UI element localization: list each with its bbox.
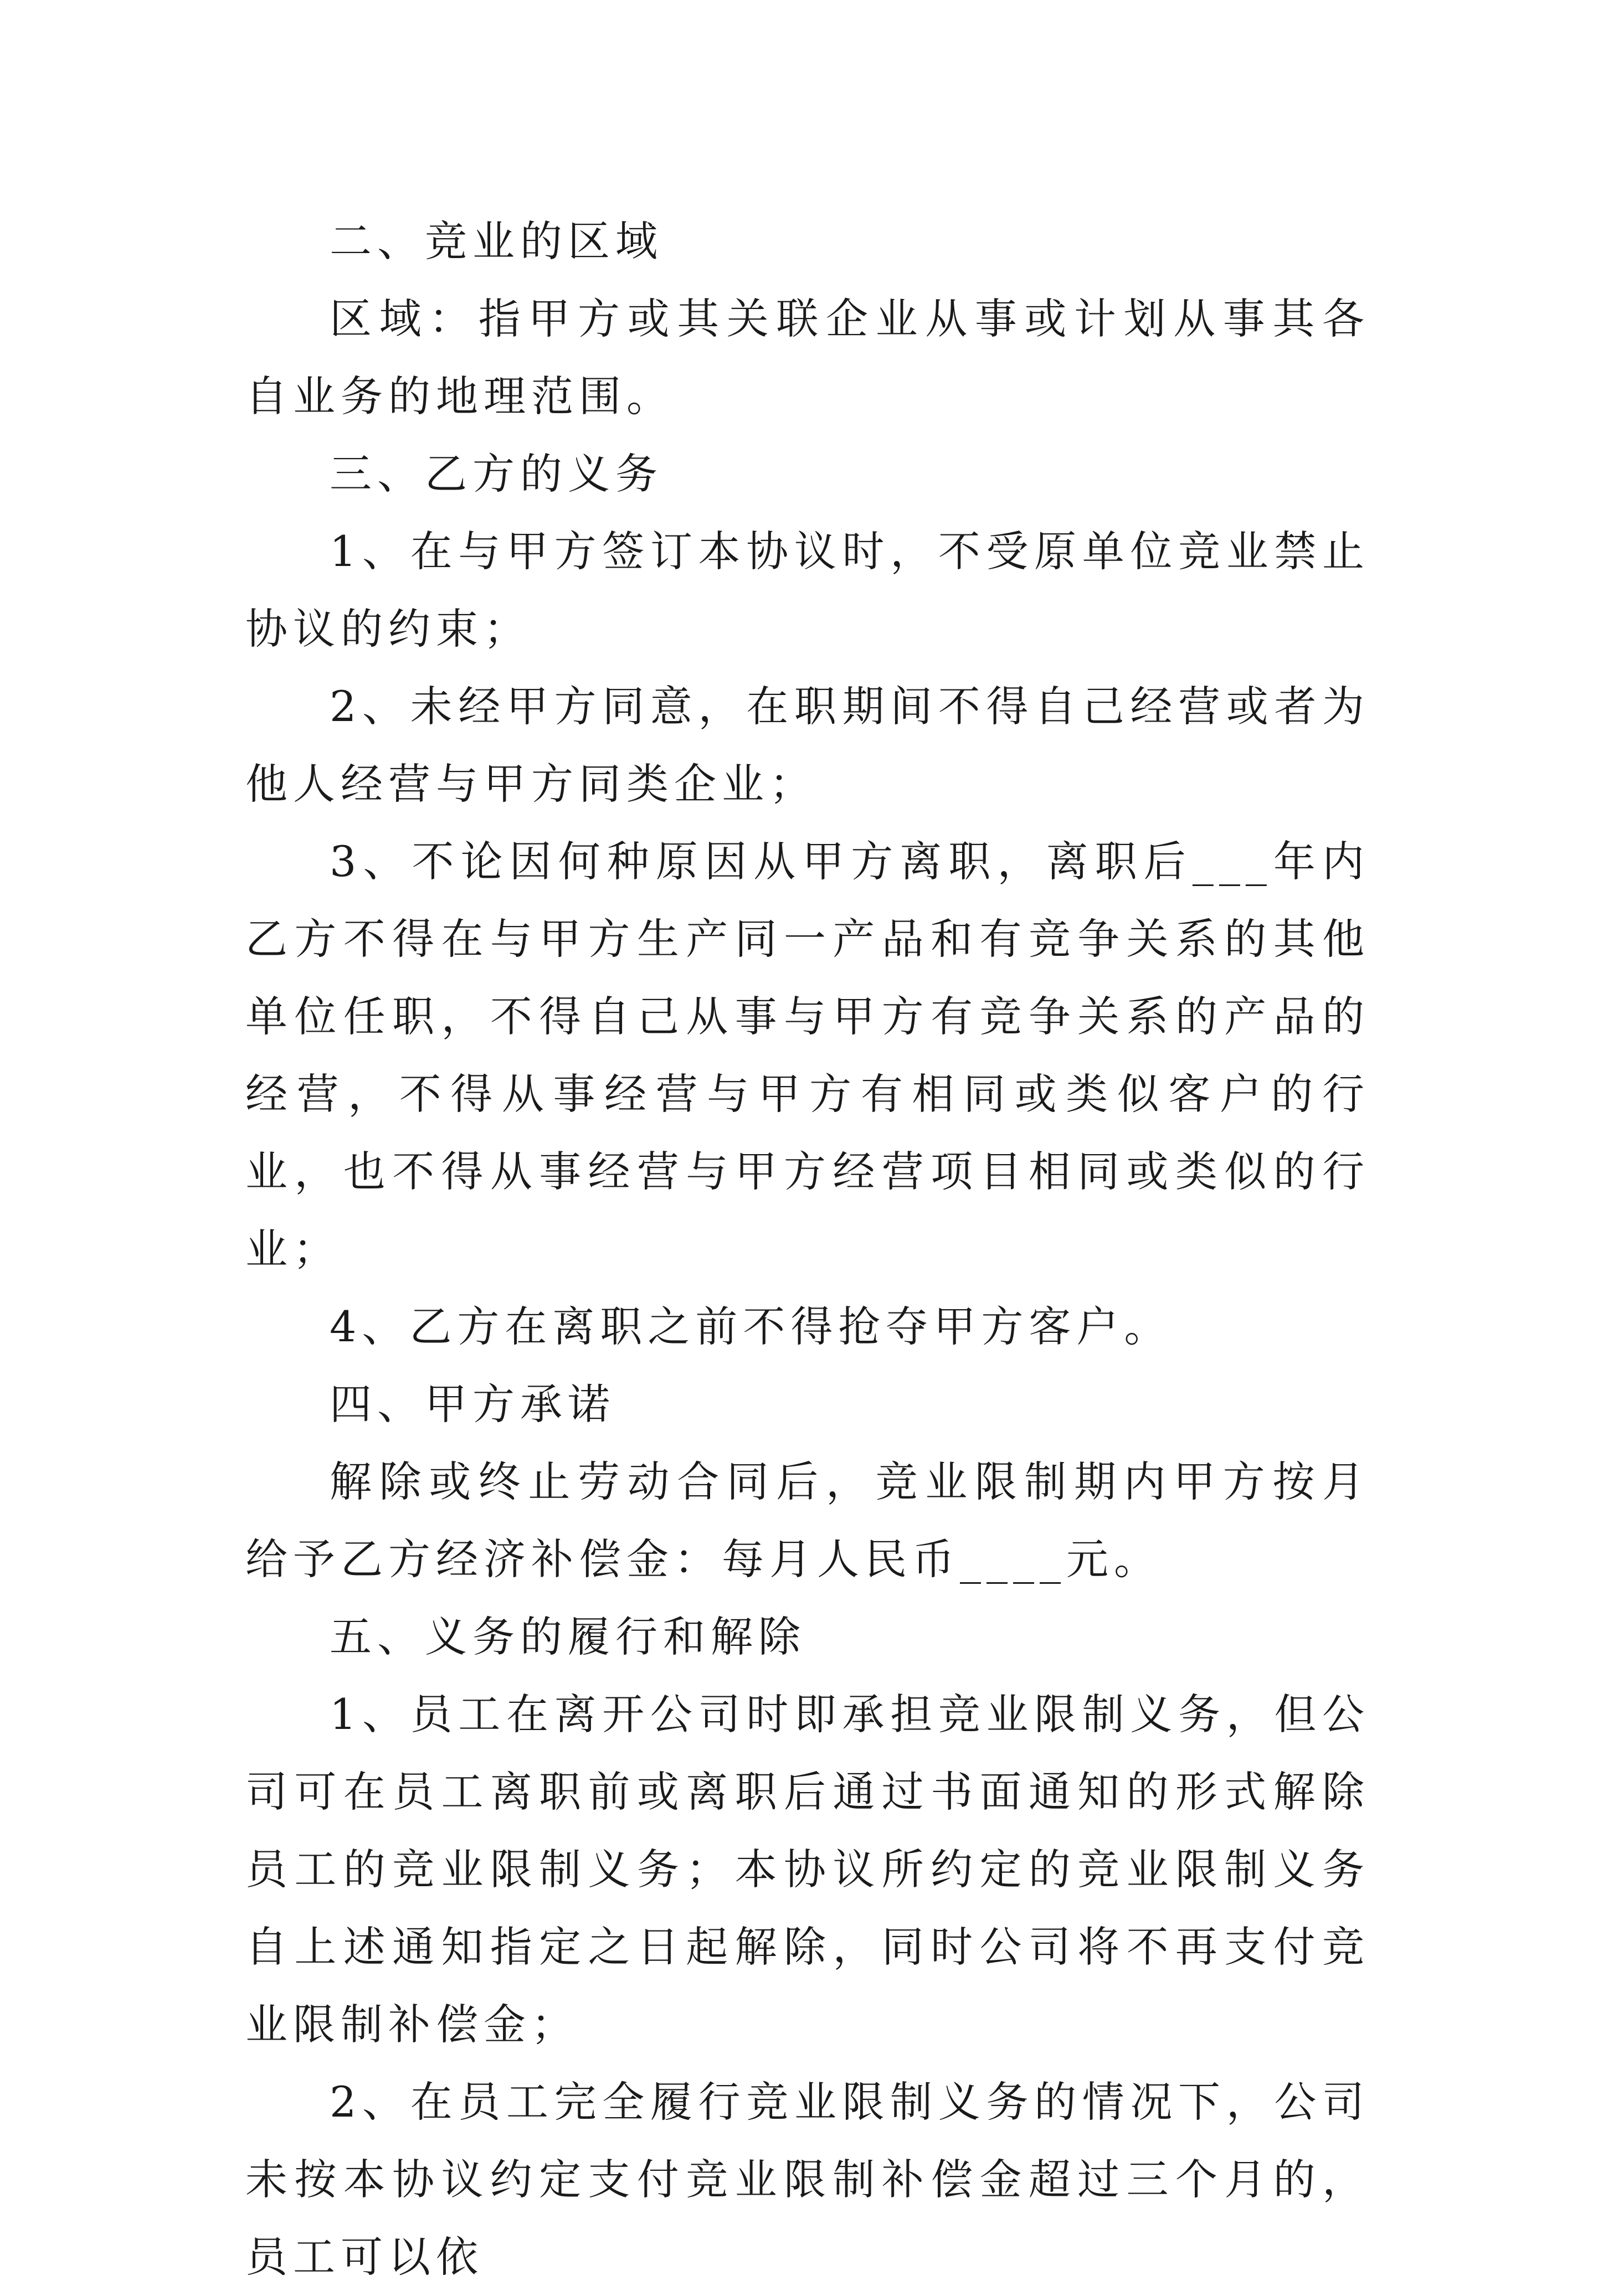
compensation-paragraph: 解除或终止劳动合同后，竞业限制期内甲方按月给予乙方经济补偿金：每月人民币____元。 bbox=[245, 1457, 1370, 1584]
obligation-item-3: 3、不论因何种原因从甲方离职，离职后___年内乙方不得在与甲方生产同一产品和有竞争关系的其他单位任职，不得自己从事与甲方有竞争关系的产品的经营，不得从事经营与甲方有相同或类似客户的行业，也不得从事经营与甲方经营项目相同或类似的行业； bbox=[245, 837, 1370, 1274]
section-heading-party-b-obligations: 三、乙方的义务 bbox=[330, 449, 663, 498]
obligation-item-4: 4、乙方在离职之前不得抢夺甲方客户。 bbox=[330, 1302, 1172, 1351]
obligation-item-2: 2、未经甲方同意，在职期间不得自己经营或者为他人经营与甲方同类企业； bbox=[245, 682, 1370, 809]
region-definition-paragraph: 区域：指甲方或其关联企业从事或计划从事其各自业务的地理范围。 bbox=[245, 294, 1370, 421]
obligation-item-1: 1、在与甲方签订本协议时，不受原单位竞业禁止协议的约束； bbox=[245, 527, 1370, 653]
document-body bbox=[245, 203, 1370, 2296]
section-heading-performance-termination: 五、义务的履行和解除 bbox=[330, 1612, 806, 1661]
performance-item-1: 1、员工在离开公司时即承担竞业限制义务，但公司可在员工离职前或离职后通过书面通知的形式解除员工的竞业限制义务；本协议所约定的竞业限制义务自上述通知指定之日起解除，同时公司将不再支付竞业限制补偿金； bbox=[245, 1690, 1370, 2049]
section-heading-region: 二、竞业的区域 bbox=[330, 217, 663, 266]
section-heading-party-a-commitment: 四、甲方承诺 bbox=[330, 1379, 615, 1429]
performance-item-2: 2、在员工完全履行竞业限制义务的情况下，公司未按本协议约定支付竞业限制补偿金超过三个月的，员工可以依 bbox=[245, 2077, 1370, 2282]
